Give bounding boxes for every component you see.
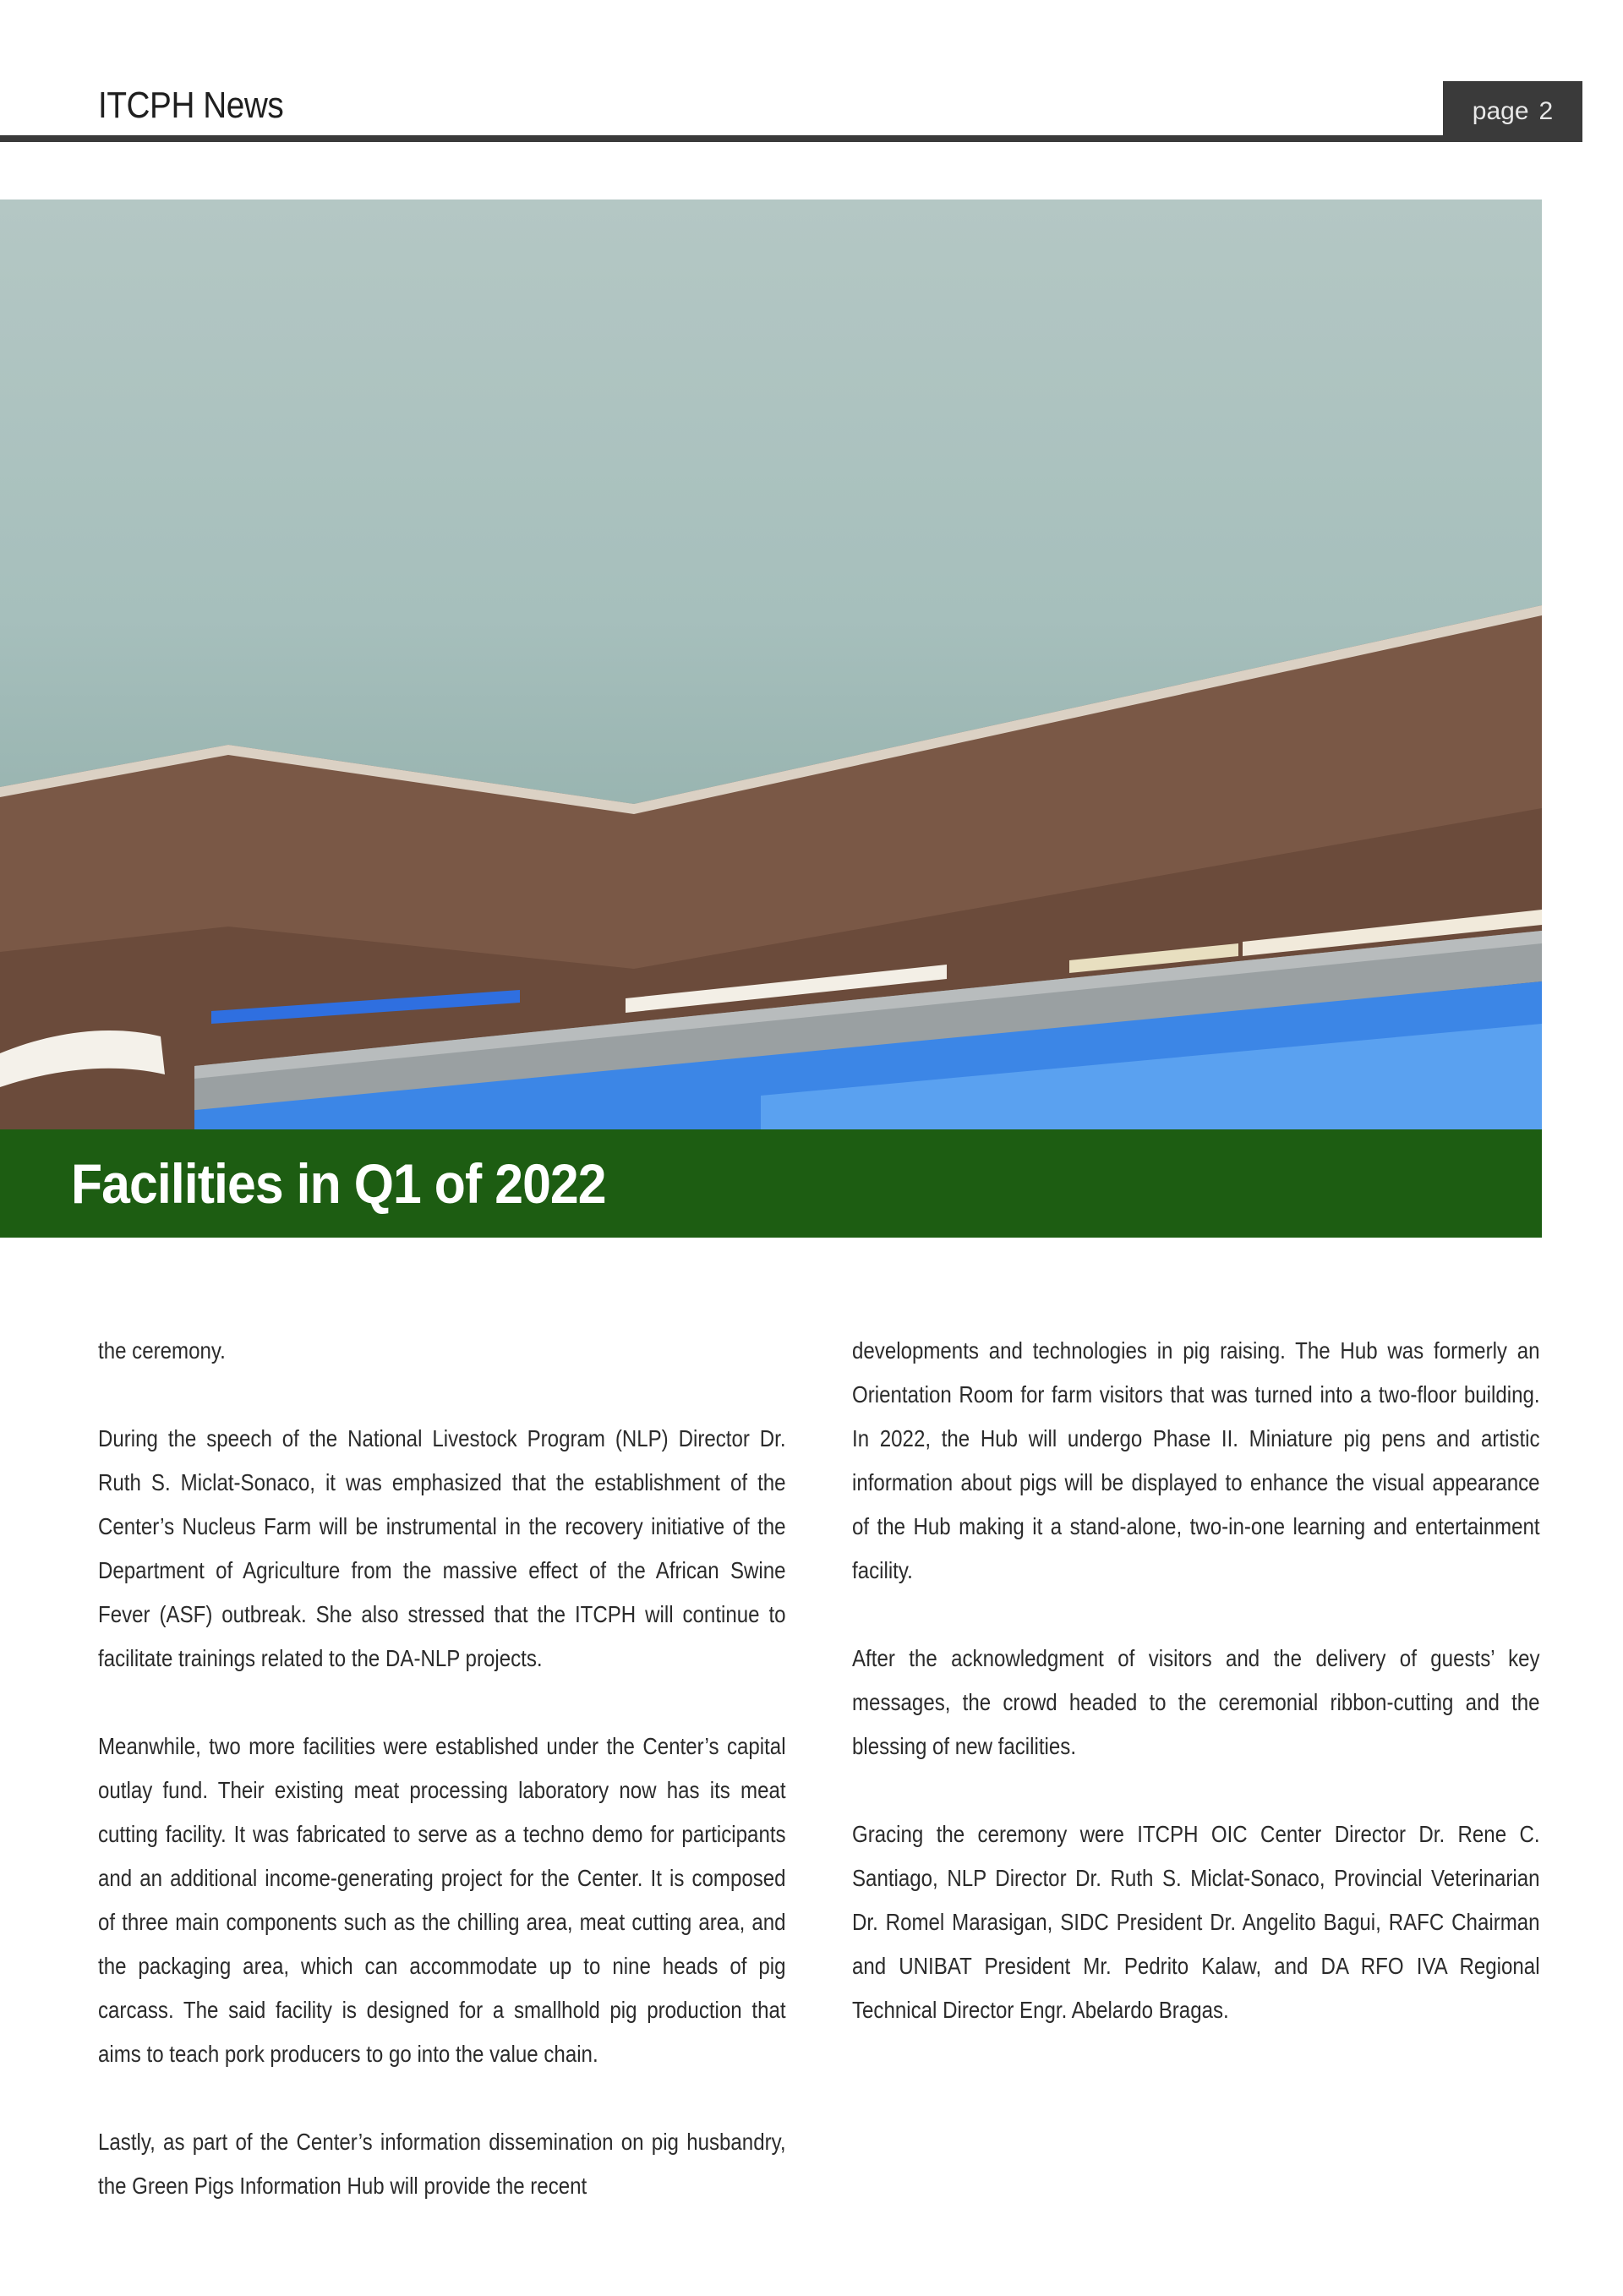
page-number: 2 xyxy=(1538,97,1554,125)
interior-ceiling-photo-icon xyxy=(0,200,1542,1129)
publication-title: ITCPH News xyxy=(98,85,284,126)
article-paragraph: Meanwhile, two more facilities were established under the Center’s capital outlay fund. Their existing meat processing laboratory now has its meat cutting facility. It was fabricated to serve as a techno demo for participants and an additional income-generating project for the Center. It is composed of three main components such as the chilling area, meat cutting area, and the packaging area, which can accommodate up to nine heads of pig carcass. The said facility is designed for a smallhold pig production that aims to teach pork producers to go into the value chain. xyxy=(98,1733,786,2067)
section-title: Facilities in Q1 of 2022 xyxy=(71,1152,606,1215)
section-banner xyxy=(0,1129,1542,1238)
article-paragraph: After the acknowledgment of visitors and the delivery of guests’ key messages, the crowd headed to the ceremonial ribbon-cutting and the blessing of new facilities. xyxy=(852,1645,1540,1759)
page-label: page xyxy=(1472,97,1529,125)
article-paragraph: developments and technologies in pig raising. The Hub was formerly an Orientation Room for farm visitors that was turned into a two-floor building. In 2022, the Hub will undergo Phase II. Miniature pig pens and artistic information about pigs will be displayed to enhance the visual appearance of the Hub making it a stand-alone, two-in-one learning and entertainment facility. xyxy=(852,1337,1540,1583)
article-photo xyxy=(0,200,1542,1129)
article-column-left xyxy=(98,1329,786,2208)
header-rule xyxy=(0,135,1582,142)
article-paragraph: the ceremony. xyxy=(98,1337,226,1364)
article-paragraph: Gracing the ceremony were ITCPH OIC Center Director Dr. Rene C. Santiago, NLP Director Dr. Ruth S. Miclat-Sonaco, Provincial Veterinarian Dr. Romel Marasigan, SIDC President Dr. Angelito Bagui, RAFC Chairman and UNIBAT President Mr. Pedrito Kalaw, and DA RFO IVA Regional Technical Director Engr. Abelardo Bragas. xyxy=(852,1821,1540,2023)
article-paragraph: During the speech of the National Livestock Program (NLP) Director Dr. Ruth S. Miclat-Sonaco, it was emphasized that the establishment of the Center’s Nucleus Farm will be instrumental in the recovery initiative of the Department of Agriculture from the massive effect of the African Swine Fever (ASF) outbreak. She also stressed that the ITCPH will continue to facilitate trainings related to the DA-NLP projects. xyxy=(98,1425,786,1671)
article-paragraph: Lastly, as part of the Center’s information dissemination on pig husbandry, the Green Pigs Information Hub will provide the recent xyxy=(98,2129,786,2199)
article-column-right xyxy=(852,1329,1540,2032)
page-number-tab xyxy=(1443,81,1582,142)
